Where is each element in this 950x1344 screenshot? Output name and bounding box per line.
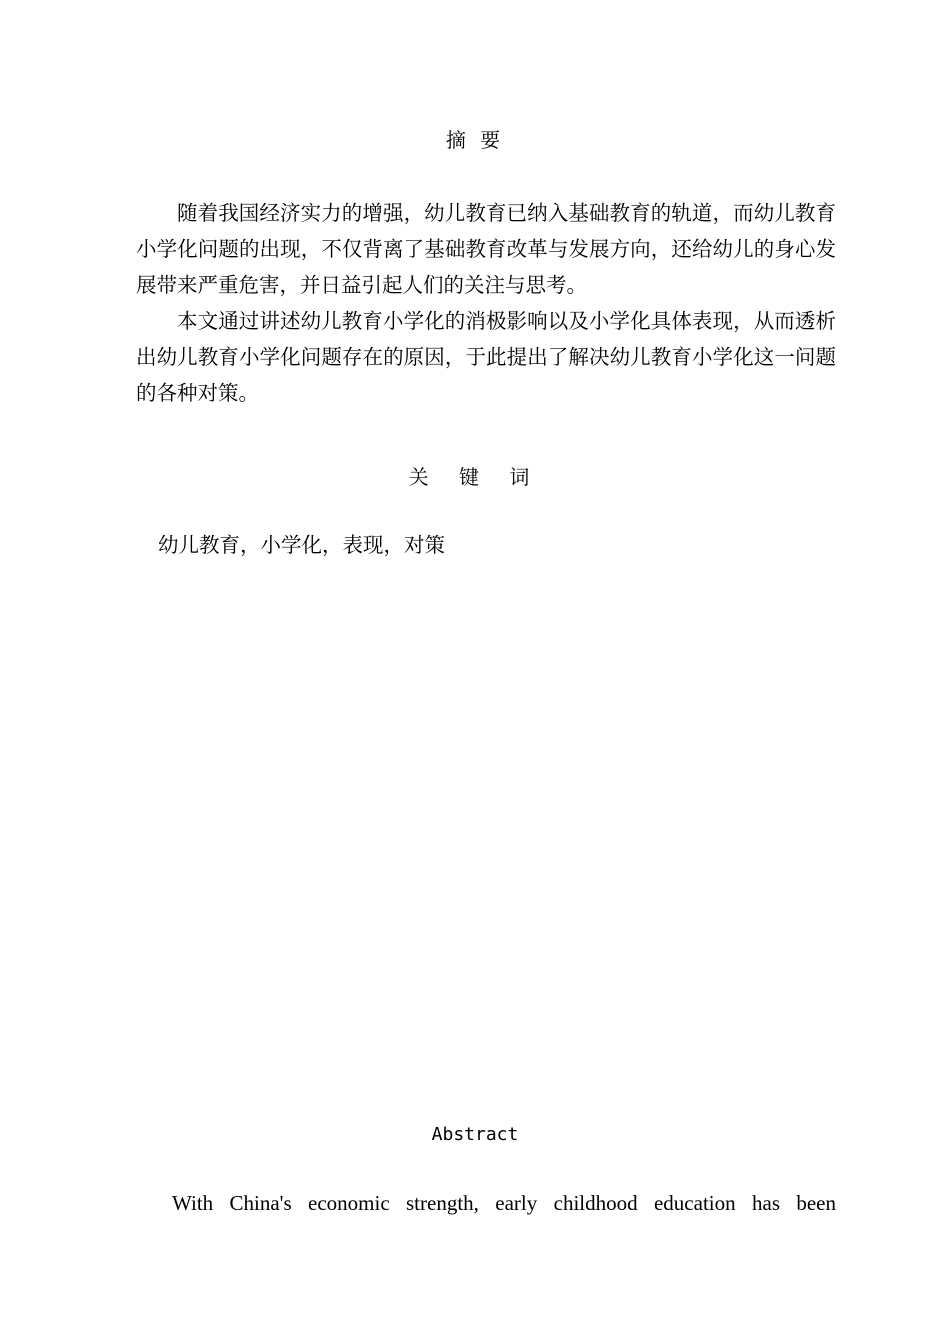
abstract-heading: 摘 要 [445, 128, 505, 152]
keywords-text: 幼儿教育，小学化，表现，对策 [158, 533, 445, 557]
abstract-paragraph-1: 随着我国经济实力的增强，幼儿教育已纳入基础教育的轨道，而幼儿教育小学化问题的出现，不仅背离了基础教育改革与发展方向，还给幼儿的身心发展带来严重危害，并日益引起人们的关注与思考。 [136, 201, 836, 297]
keywords-heading: 关 键 词 [408, 465, 542, 489]
abstract-paragraph-2: 本文通过讲述幼儿教育小学化的消极影响以及小学化具体表现，从而透析出幼儿教育小学化问题存在的原因，于此提出了解决幼儿教育小学化这一问题的各种对策。 [136, 309, 836, 405]
abstract-en-body: With China's economic strength, early childhood education has been [172, 1191, 836, 1215]
abstract-body [136, 195, 836, 411]
abstract-en-heading: Abstract [431, 1124, 519, 1145]
